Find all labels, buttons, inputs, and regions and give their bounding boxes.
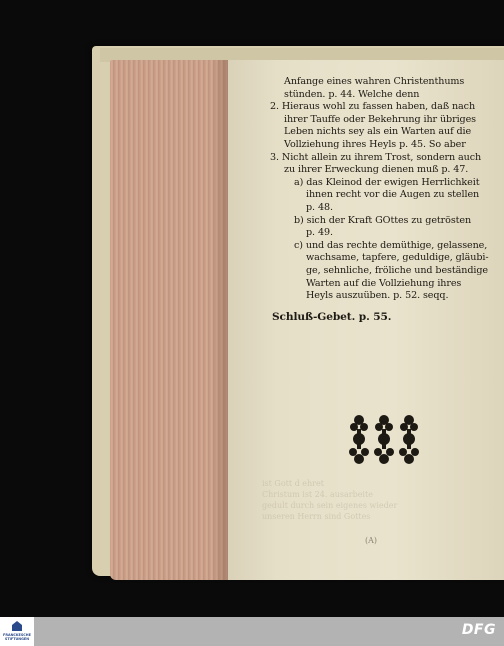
bleed-through-text — [262, 478, 492, 522]
text-line: ihrer Tauffe oder Bekehrung ihr übriges — [284, 113, 476, 125]
text-line: stünden. p. 44. Welche denn — [284, 88, 420, 100]
text-line: Warten auf die Vollziehung ihres — [306, 277, 462, 289]
text-line: 2. Hieraus wohl zu fassen haben, daß nach — [270, 101, 476, 113]
text-line: a) das Kleinod der ewigen Herrlichkeit — [294, 176, 480, 188]
bleed-line: unseren Herrn sind Gottes — [262, 512, 371, 521]
bleed-line: ist Gott d ehret — [262, 479, 324, 488]
page-text — [270, 76, 502, 323]
text-line: Anfange eines wahren Christenthums — [284, 76, 465, 87]
text-line: c) und das rechte demüthige, gelassene, — [294, 239, 488, 251]
bleed-line: gedult durch sein eigenes wieder — [262, 501, 398, 510]
dfg-logo[interactable]: DFG — [461, 622, 496, 638]
catchword: (A) — [365, 536, 378, 545]
text-line: zu ihrer Erweckung dienen muß p. 47. — [284, 164, 469, 176]
text-line: wachsame, tapfere, geduldige, gläubi- — [306, 252, 489, 264]
text-line: Heyls auszuüben. p. 52. seqq. — [306, 290, 449, 302]
text-line: Leben nichts sey als ein Warten auf die — [284, 126, 472, 138]
closing-heading: Schluß-Gebet. p. 55. — [272, 310, 392, 323]
text-line: Vollziehung ihres Heyls p. 45. So aber — [284, 138, 466, 150]
footer-bar — [0, 617, 504, 646]
library-name-line2: STIFTUNGEN — [4, 637, 30, 641]
text-line: ge, sehnliche, fröliche und beständige — [306, 264, 488, 276]
library-logo[interactable] — [0, 617, 34, 646]
text-line: ihnen recht vor die Augen zu stellen — [306, 189, 480, 201]
text-line: 3. Nicht allein zu ihrem Trost, sondern auch — [270, 151, 482, 163]
text-line: p. 48. — [306, 201, 333, 213]
text-line: b) sich der Kraft GOttes zu getrösten — [294, 214, 472, 226]
text-line: p. 49. — [306, 227, 333, 239]
library-name-line1: FRANCKESCHE — [3, 633, 31, 637]
page-edges — [110, 60, 230, 580]
printers-ornament — [346, 412, 422, 466]
building-icon — [12, 621, 22, 631]
bleed-line: Christum ist 24. ausarbeite — [262, 490, 373, 499]
